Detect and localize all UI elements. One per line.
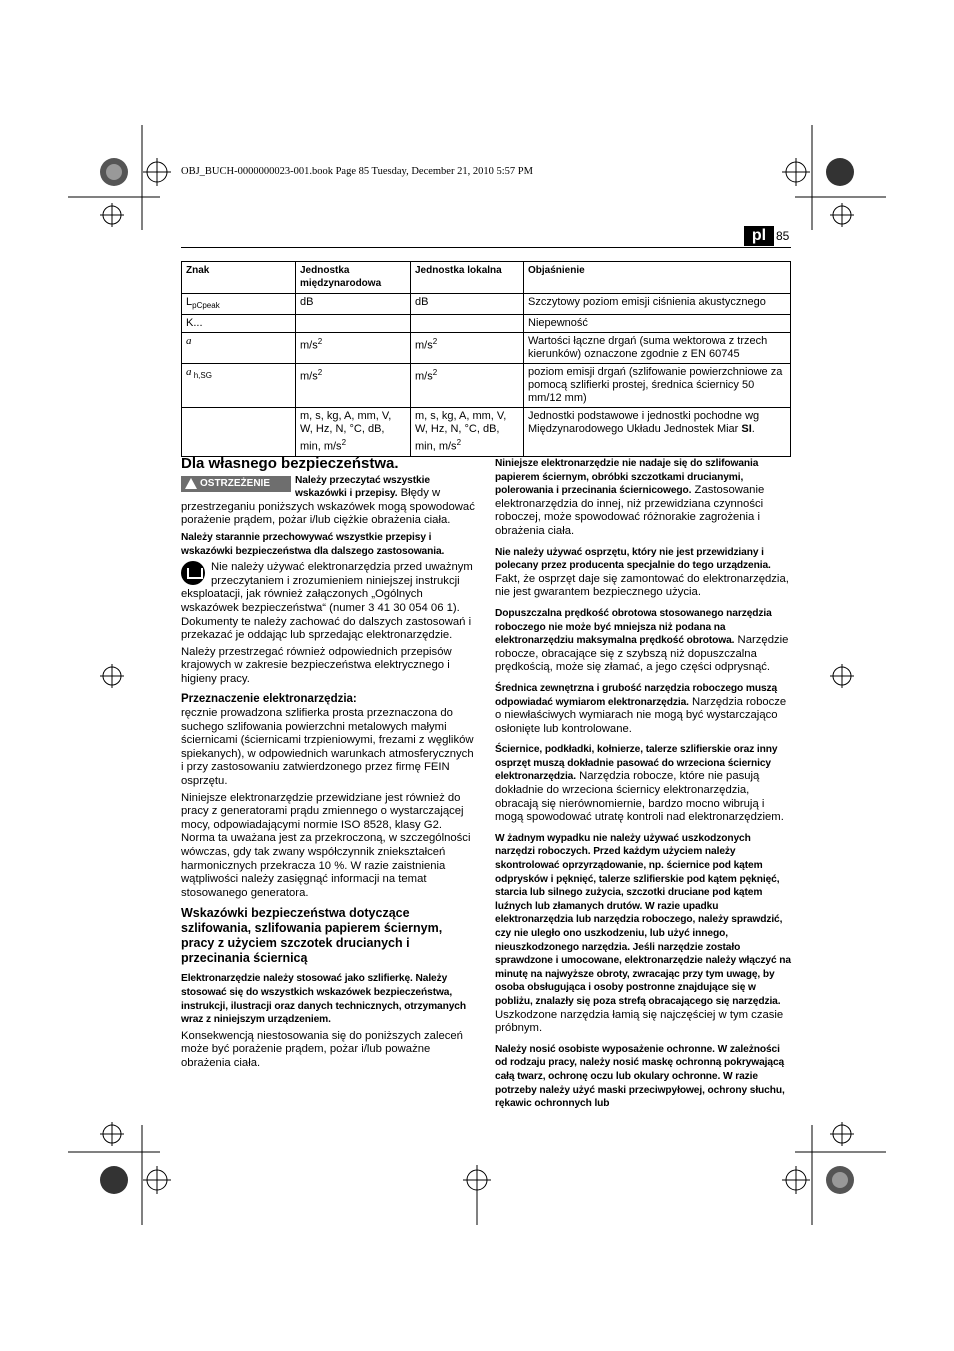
paragraph: Nie należy używać osprzętu, który nie jest przewidziany i polecany przez producenta specjalnie do tego urządzenia. Fakt, że osprzęt daje się zamontować do elektronarzędzia, nie jest gwarantem bezpiecznego użycia. — [495, 546, 789, 599]
table-row — [182, 408, 791, 457]
table-cell: Wartości łączne drgań (suma wektorowa z trzech kierunków) oznaczone zgodnie z EN 60745 — [524, 333, 791, 364]
paragraph: Niniejsze elektronarzędzie nie nadaje się do szlifowania papierem ściernym, obróbki szczotkami drucianymi, polerowania i przecinania ściernicowego. Zastosowanie elektronarzędzia do innej, niż przewidziana czynności roboczej, może spowodować różnorakie zagrożenia i obrażenia ciała. — [495, 458, 765, 537]
table-row — [182, 364, 791, 408]
table-header-row — [182, 262, 791, 294]
warning-triangle-icon — [185, 478, 197, 489]
table-cell: poziom emisji drgań (szlifowanie powierzchniowe za pomocą szlifierki prostej, średnica ściernicy 50 mm/12 mm) — [524, 364, 791, 408]
symbols-table — [181, 261, 791, 457]
table-cell: Jednostki podstawowe i jednostki pochodne wg Międzynarodowego Układu Jednostek Miar SI. — [524, 408, 791, 457]
table-header-cell: Jednostka międzynarodowa — [296, 262, 411, 294]
purpose-text: ręcznie prowadzona szlifierka prosta przeznaczona do suchego szlifowania powierzchni metalowych małymi ściernicami (ściernicami trzpieniowymi, frezami z węglików spiekanych), w odpowiednich warunkach atmosferycznych i przy zastosowaniu zatwierdzonego przez firmę FEIN osprzętu. — [181, 707, 474, 788]
national-regulations: Należy przestrzegać również odpowiednich przepisów krajowych w zakresie bezpieczeństwa elektrycznego i higieny pracy. — [181, 645, 452, 685]
table-cell-symbol: $L_{pCpeak}$ — [182, 294, 296, 315]
read-manual-paragraph: Nie należy używać elektronarzędzia przed uważnym przeczytaniem i zrozumieniem niniejszej instrukcji eksploatacji, jak również załączonych „Ogólnych wskazówek bezpieczeństwa“ (numer 3 41 30 054 06 1). Dokumenty te należy zachować do dalszych zastosowań i przekazać je oddając lub sprzedając elektronarzędzie. — [181, 561, 473, 642]
table-row — [182, 294, 791, 315]
warning-paragraph: OSTRZEŻENIE Należy przeczytać wszystkie wskazówki i przepisy. Błędy w przestrzeganiu poniższych wskazówek mogą spowodować porażenie prądem, pożar i/lub ciężkie obrażenia ciała. — [181, 474, 475, 527]
paragraph: Dopuszczalna prędkość obrotowa stosowanego narzędzia roboczego nie może być mniejsza niż podana na elektronarzędziu maksymalna prędkość obrotowa. Narzędzie robocze, obracające się z szybszą niż dopuszczalna prędkością, może się złamać, a jego części odprysnąć. — [495, 607, 789, 674]
right-column — [495, 457, 791, 1114]
table-row — [182, 333, 791, 364]
keep-instructions: Należy starannie przechowywać wszystkie przepisy i wskazówki bezpieczeństwa dla dalszego zastosowania. — [181, 531, 445, 557]
table-cell — [296, 315, 411, 333]
section-title: Dla własnego bezpieczeństwa. — [181, 455, 399, 472]
table-row — [182, 315, 791, 333]
page-number: 85 — [776, 229, 790, 243]
table-cell: $m/s^2$ — [411, 333, 524, 364]
table-cell: $m/s^2$ — [296, 364, 411, 408]
warning-badge: OSTRZEŻENIE — [181, 476, 291, 492]
table-header-cell: Jednostka lokalna — [411, 262, 524, 294]
table-cell: m, s, kg, A, mm, V, W, Hz, N, °C, dB, min, $m/s^2$ — [411, 408, 524, 457]
grinder-use-text: Konsekwencją niestosowania się do poniższych zaleceń może być porażenie prądem, pożar i/lub poważne obrażenia ciała. — [181, 1029, 463, 1069]
safety-section-heading: Wskazówki bezpieczeństwa dotyczące szlifowania, szlifowania papierem ściernym, pracy z użyciem szczotek drucianych i przecinania ściernicą — [181, 906, 443, 966]
table-cell: dB — [296, 294, 411, 315]
table-header-cell: Objaśnienie — [524, 262, 791, 294]
table-cell — [411, 315, 524, 333]
table-cell: $m/s^2$ — [296, 333, 411, 364]
paragraph: W żadnym wypadku nie należy używać uszkodzonych narzędzi roboczych. Przed każdym użyciem należy skontrolować oprzyrządowanie, np. ściernice pod kątem odprysków i pęknięć, talerze szlifierskie pod kątem pęknięć, starcia lub silnego zużycia, szczotki druciane pod kątem luźnych lub złamanych drutów. W razie upadku elektronarzędzia lub narzędzia roboczego, należy sprawdzić, czy nie uległo ono uszkodzeniu, lub użyć innego, nieuszkodzonego narzędzia. Jeśli narzędzie zostało sprawdzone i umocowane, elektronarzędzie należy włączyć na minutę na najwyższe obroty, zwracając przy tym uwagę, by osoba obsługująca i osoby postronne znajdujące się w pobliżu, znalazły się poza strefą obracającego się narzędzia. Uszkodzone narzędzia łamią się najczęściej w tym czasie próbnym. — [495, 832, 791, 1035]
purpose-heading: Przeznaczenie elektronarzędzia: — [181, 692, 357, 705]
paragraph: Średnica zewnętrzna i grubość narzędzia roboczego muszą odpowiadać wymiarom elektronarzędzia. Narzędzia robocze o niewłaściwych wymiarach nie mogą być wystarczająco osłonięte lub kontrolowane. — [495, 682, 787, 735]
table-cell-symbol: a $_{h,SG}$ — [182, 364, 296, 408]
table-cell: m, s, kg, A, mm, V, W, Hz, N, °C, dB, min, $m/s^2$ — [296, 408, 411, 457]
table-cell-symbol: a — [182, 333, 296, 364]
table-cell-symbol: K... — [182, 315, 296, 333]
table-cell-symbol — [182, 408, 296, 457]
language-badge: pl — [744, 226, 774, 246]
paragraph: Ściernice, podkładki, kołnierze, talerze szlifierskie oraz inny osprzęt muszą dokładnie pasować do wrzeciona ściernicy elektronarzędzia. Narzędzia robocze, które nie pasują dokładnie do wrzeciona ściernicy elektronarzędzia, obracają się nierównomiernie, bardzo mocno wibrują i mogą spowodować utratę kontroli nad elektronarzędziem. — [495, 744, 784, 824]
left-column — [181, 457, 476, 1074]
read-manual-icon — [181, 561, 205, 585]
table-cell: Szczytowy poziom emisji ciśnienia akustycznego — [524, 294, 791, 315]
table-header-cell: Znak — [182, 262, 296, 294]
grinder-use-bold: Elektronarzędzie należy stosować jako szlifierkę. Należy stosować się do wszystkich wskazówek bezpieczeństwa, instrukcji, ilustracji oraz danych technicznych, otrzymanych wraz z niniejszym urządzeniem. — [181, 973, 466, 1026]
print-header: OBJ_BUCH-0000000023-001.book Page 85 Tuesday, December 21, 2010 5:57 PM — [181, 166, 533, 177]
table-cell: Niepewność — [524, 315, 791, 333]
header-rule — [181, 247, 791, 248]
table-cell: $m/s^2$ — [411, 364, 524, 408]
table-cell: dB — [411, 294, 524, 315]
generator-text: Niniejsze elektronarzędzie przewidziane jest również do pracy z generatorami prądu zmiennego o wystarczającej mocy, odpowiadającymi normie ISO 8528, klasy G2. Norma ta uważana jest za przekroczoną, w szczególności wówczas, gdy tak zwany współczynnik zniekształceń harmonicznych przekracza 10 %. W razie zaistnienia wątpliwości należy zasięgnąć informacji na temat stosowanego generatora. — [181, 791, 471, 899]
paragraph: Należy nosić osobiste wyposażenie ochronne. W zależności od rodzaju pracy, należy nosić maskę ochronną pokrywającą całą twarz, ochronę oczu lub okulary ochronne. W razie potrzeby należy użyć maski przeciwpyłowej, ochrony słuchu, rękawic ochronnych lub — [495, 1043, 785, 1110]
